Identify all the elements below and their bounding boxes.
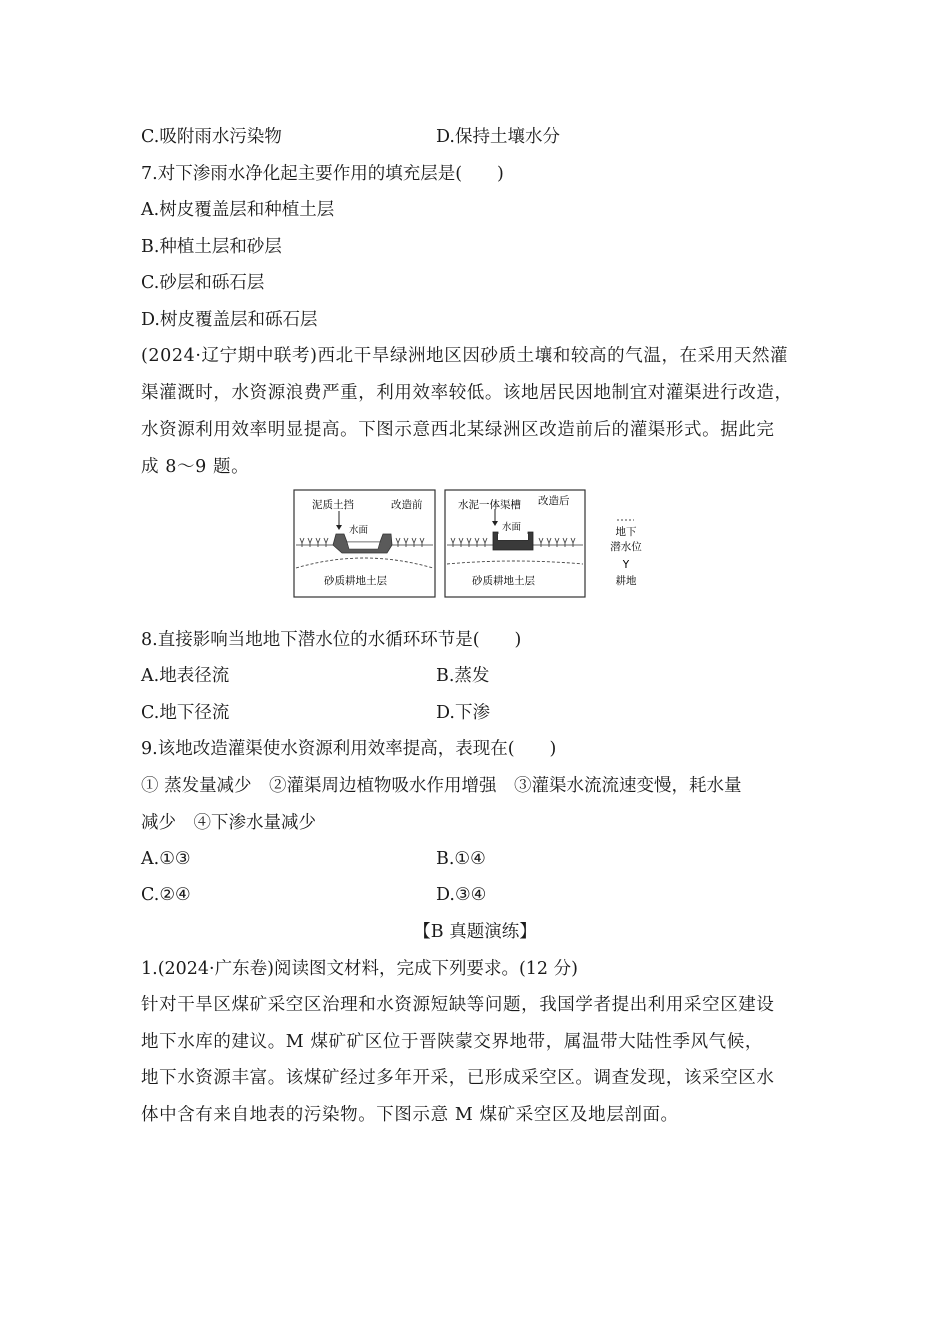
q9-stem: 9.该地改造灌渠使水资源利用效率提高，表现在( ) (141, 739, 557, 759)
b1-material-line-1: 针对干旱区煤矿采空区治理和水资源短缺等问题，我国学者提出利用采空区建设 (141, 995, 775, 1015)
q9-option-a: A.①③ (141, 849, 191, 869)
label-water-after: 水面 (502, 522, 522, 533)
q8-option-c: C.地下径流 (141, 703, 230, 723)
label-mud-dike: 泥质土挡 (312, 499, 354, 511)
legend-farmland-symbol: Y (622, 559, 630, 571)
irrigation-channel-figure (292, 488, 652, 600)
figure-legend (610, 520, 642, 587)
q7-option-b: B.种植土层和砂层 (141, 237, 282, 257)
title-after: 改造后 (538, 495, 570, 507)
label-soil-before: 砂质耕地土层 (324, 575, 387, 587)
b1-material-line-3: 地下水资源丰富。该煤矿经过多年开采，已形成采空区。调查发现，该采空区水 (141, 1068, 775, 1088)
q7-option-c: C.砂层和砾石层 (141, 273, 265, 293)
q9-option-c: C.②④ (141, 885, 191, 905)
label-water-before: 水面 (349, 525, 369, 536)
q6-option-d: D.保持土壤水分 (436, 127, 560, 147)
q8-option-b: B.蒸发 (436, 666, 490, 686)
b1-material-line-2: 地下水库的建议。M 煤矿矿区位于晋陕蒙交界地带，属温带大陆性季风气候， (141, 1032, 763, 1052)
label-cement-channel: 水泥一体渠槽 (458, 499, 521, 511)
q6-option-c: C.吸附雨水污染物 (141, 127, 282, 147)
panel-before (294, 490, 435, 597)
b1-stem: 1.(2024·广东卷)阅读图文材料，完成下列要求。(12 分) (141, 959, 578, 979)
section-heading-b: 【B 真题演练】 (413, 922, 537, 942)
intro-paragraph-line-4: 成 8～9 题。 (141, 457, 250, 477)
legend-groundwater-2: 潜水位 (610, 541, 642, 553)
intro-paragraph-line-1: (2024·辽宁期中联考)西北干旱绿洲地区因砂质土壤和较高的气温，在采用天然灌 (141, 346, 789, 366)
q7-stem: 7.对下渗雨水净化起主要作用的填充层是( ) (141, 164, 504, 184)
intro-paragraph-line-2: 渠灌溉时，水资源浪费严重，利用效率较低。该地居民因地制宜对灌渠进行改造， (141, 383, 793, 403)
q7-option-d: D.树皮覆盖层和砾石层 (141, 310, 318, 330)
q9-option-b: B.①④ (436, 849, 486, 869)
q9-statements-line-2: 减少 ④下渗水量减少 (141, 813, 316, 833)
q9-option-d: D.③④ (436, 885, 487, 905)
q8-stem: 8.直接影响当地地下潜水位的水循环环节是( ) (141, 630, 522, 650)
q7-option-a: A.树皮覆盖层和种植土层 (141, 200, 335, 220)
panel-after (445, 490, 585, 597)
legend-groundwater-1: 地下 (615, 526, 637, 538)
q8-option-a: A.地表径流 (141, 666, 230, 686)
b1-material-line-4: 体中含有来自地表的污染物。下图示意 M 煤矿采空区及地层剖面。 (141, 1105, 679, 1125)
title-before: 改造前 (391, 499, 423, 511)
q8-option-d: D.下渗 (436, 703, 490, 723)
intro-paragraph-line-3: 水资源利用效率明显提高。下图示意西北某绿洲区改造前后的灌渠形式。据此完 (141, 420, 775, 440)
legend-farmland: 耕地 (615, 575, 637, 587)
label-soil-after: 砂质耕地土层 (472, 575, 535, 587)
q9-statements-line-1: ① 蒸发量减少 ②灌渠周边植物吸水作用增强 ③灌渠水流流速变慢，耗水量 (141, 776, 742, 796)
